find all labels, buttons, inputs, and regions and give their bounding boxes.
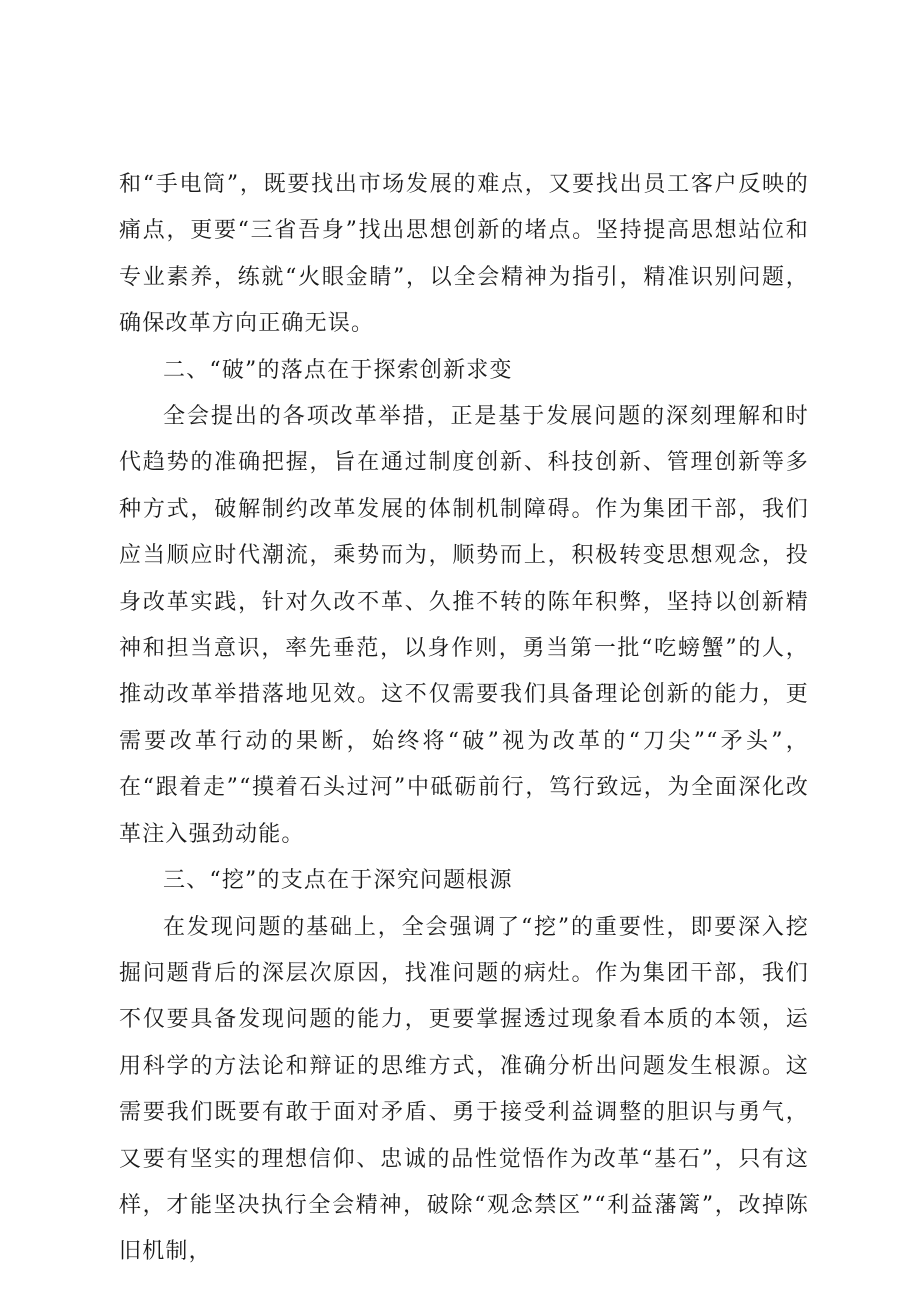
paragraph-continued: 和“手电筒”，既要找出市场发展的难点，又要找出员工客户反映的痛点，更要“三省吾身”找出思想创新的堵点。坚持提高思想站位和专业素养，练就“火眼金睛”，以全会精神为指引，精准识别问题，确保改革方向正确无误。	[119, 172, 809, 337]
paragraph-section-3: 在发现问题的基础上，全会强调了“挖”的重要性，即要深入挖掘问题背后的深层次原因，找准问题的病灶。作为集团干部，我们不仅要具备发现问题的能力，更要掌握透过现象看本质的本领，运用科学的方法论和辩证的思维方式，准确分析出问题发生根源。这需要我们既要有敢于面对矛盾、勇于接受利益调整的胆识与勇气，又要有坚实的理想信仰、忠诚的品性觉悟作为改革“基石”，只有这样，才能坚决执行全会精神，破除“观念禁区”“利益藩篱”，改掉陈旧机制，	[119, 914, 809, 1265]
section-heading-3: 三、“挖”的支点在于深究问题根源	[163, 868, 513, 894]
paragraph-section-2: 全会提出的各项改革举措，正是基于发展问题的深刻理解和时代趋势的准确把握，旨在通过制度创新、科技创新、管理创新等多种方式，破解制约改革发展的体制机制障碍。作为集团干部，我们应当顺应时代潮流，乘势而为，顺势而上，积极转变思想观念，投身改革实践，针对久改不革、久推不转的陈年积弊，坚持以创新精神和担当意识，率先垂范，以身作则，勇当第一批“吃螃蟹”的人，推动改革举措落地见效。这不仅需要我们具备理论创新的能力，更需要改革行动的果断，始终将“破”视为改革的“刀尖”“矛头”，在“跟着走”“摸着石头过河”中砥砺前行，笃行致远，为全面深化改革注入强劲动能。	[119, 404, 809, 847]
section-heading-2: 二、“破”的落点在于探索创新求变	[163, 357, 513, 383]
document-body	[119, 162, 809, 1276]
